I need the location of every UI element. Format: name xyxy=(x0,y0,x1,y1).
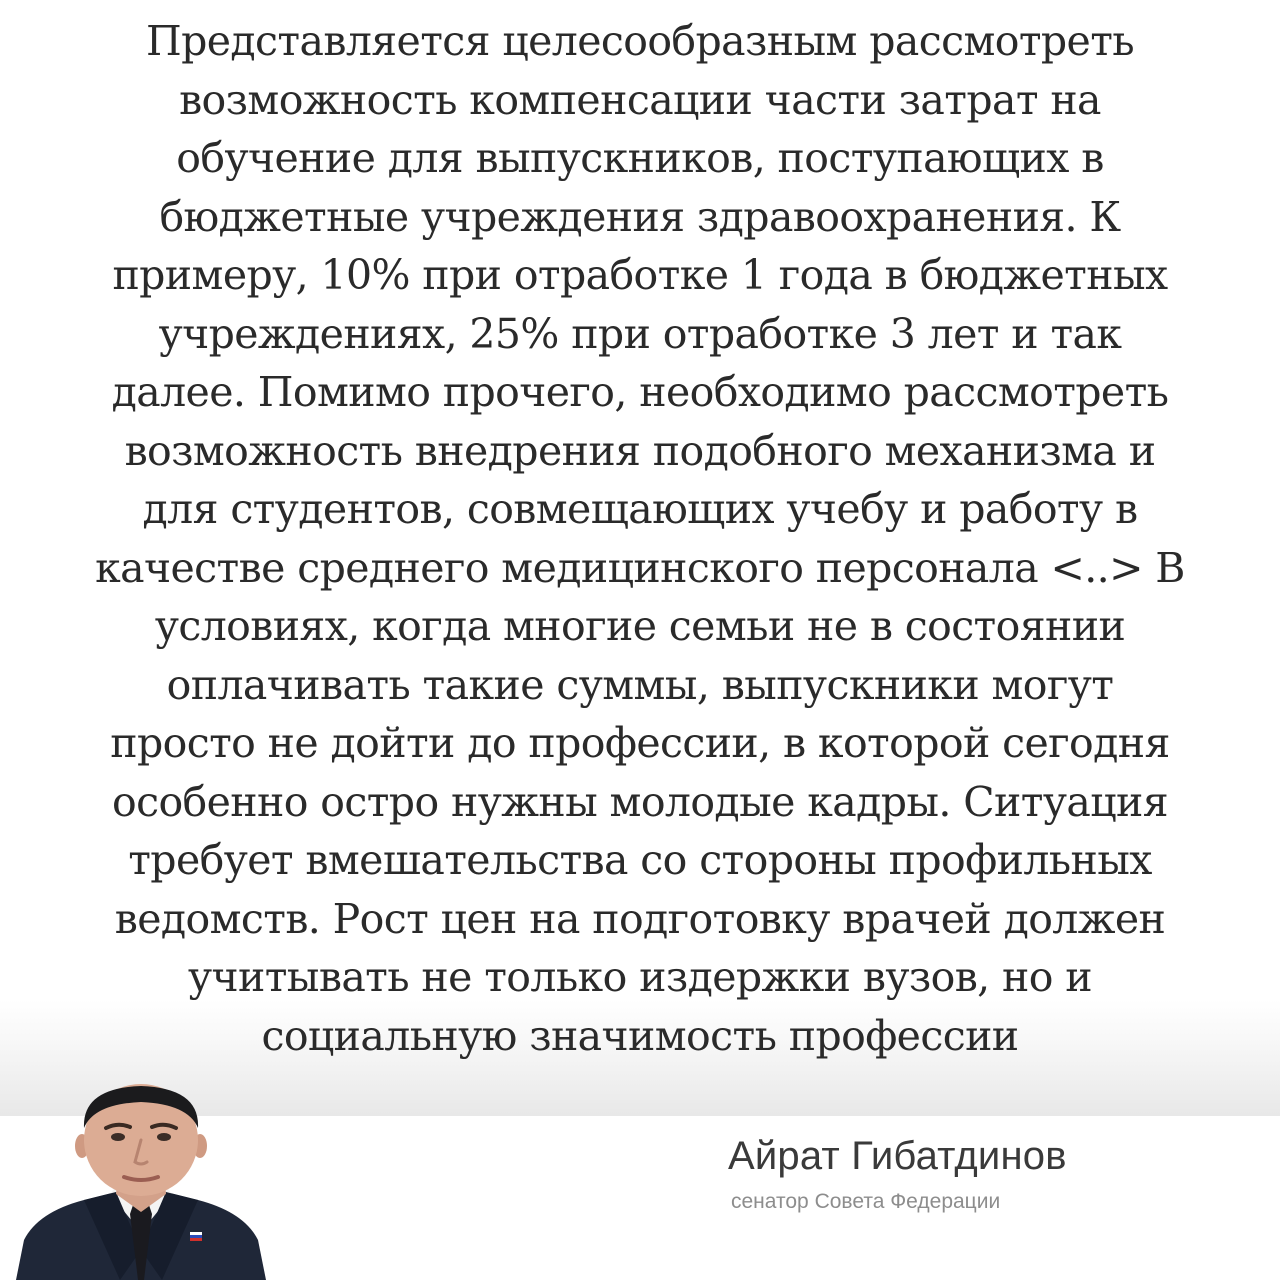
quote-line: оплачивать такие суммы, выпускники могут xyxy=(166,660,1114,709)
quote-line: особенно остро нужны молодые кадры. Ситуация xyxy=(112,777,1168,826)
quote-line: для студентов, совмещающих учебу и работу в xyxy=(142,485,1138,533)
quote-line: условиях, когда многие семьи не в состоянии xyxy=(154,602,1126,650)
quote-line: обучение для выпускников, поступающих в xyxy=(176,134,1104,182)
quote-line: качестве среднего медицинского персонала <..> В xyxy=(95,543,1185,592)
quote-line: Представляется целесообразным рассмотреть xyxy=(145,17,1135,65)
quote-line: ведомств. Рост цен на подготовку врачей должен xyxy=(114,894,1166,943)
quote-line: возможность компенсации части затрат на xyxy=(179,75,1101,124)
quote-line: требует вмешательства со стороны профильных xyxy=(128,836,1152,884)
quote-line: социальную значимость профессии xyxy=(261,1011,1019,1060)
quote-line: примеру, 10% при отработке 1 года в бюджетных xyxy=(112,251,1168,299)
author-role: сенатор Совета Федерации xyxy=(731,1190,1001,1213)
quote-line: учреждениях, 25% при отработке 3 лет и так xyxy=(158,309,1122,358)
quote-line: бюджетные учреждения здравоохранения. К xyxy=(159,192,1121,241)
quote-text xyxy=(40,12,1240,1065)
author-portrait xyxy=(16,1082,266,1280)
author-name: Айрат Гибатдинов xyxy=(728,1134,1067,1178)
quote-line: учитывать не только издержки вузов, но и xyxy=(187,953,1093,1001)
quote-line: далее. Помимо прочего, необходимо рассмотреть xyxy=(111,368,1169,416)
quote-line: просто не дойти до профессии, в которой сегодня xyxy=(110,719,1170,767)
quote-line: возможность внедрения подобного механизма и xyxy=(124,426,1156,475)
